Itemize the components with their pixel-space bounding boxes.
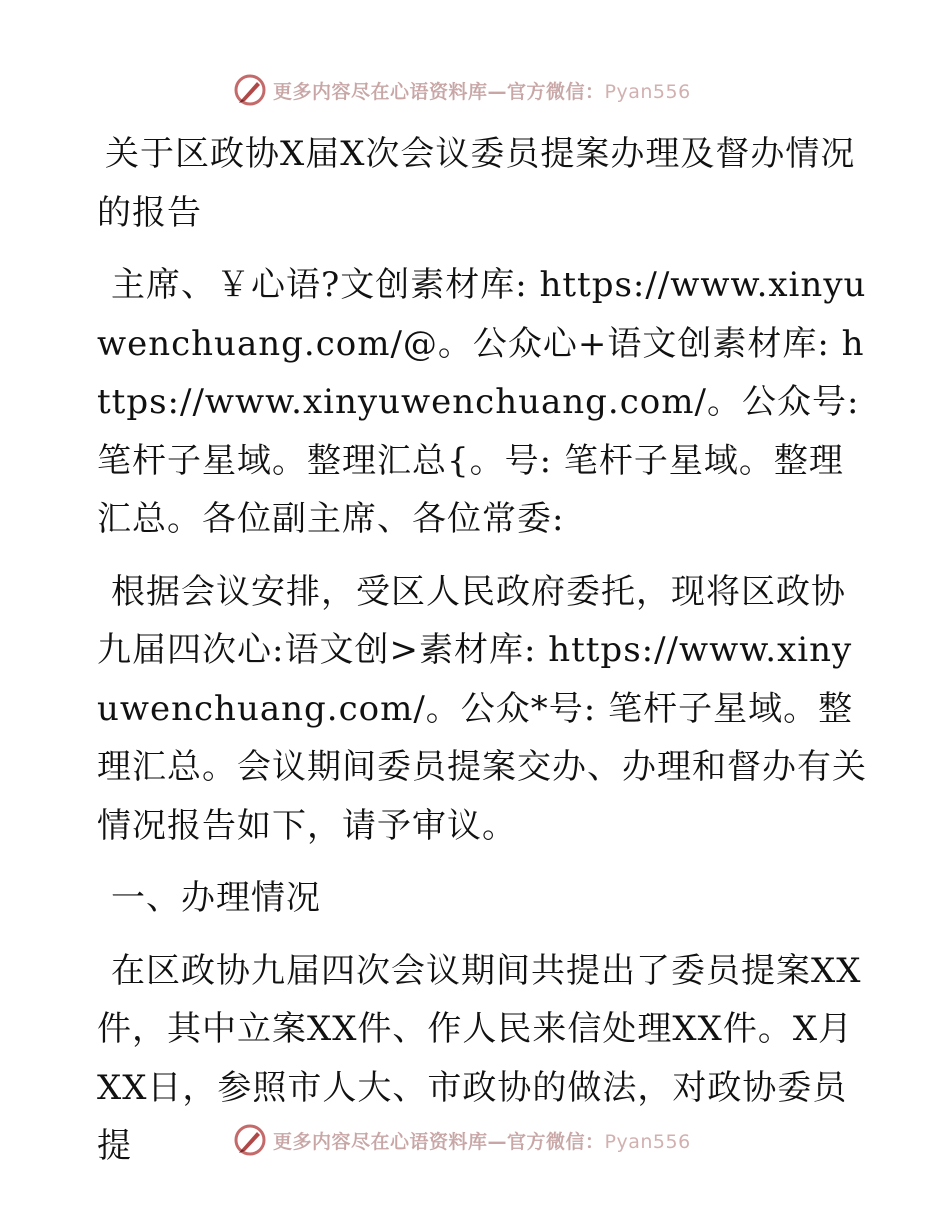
watermark-id: Pyan556 bbox=[604, 80, 691, 103]
document-title: 关于区政协X届X次会议委员提案办理及督办情况的报告 bbox=[97, 134, 856, 233]
watermark-text: 更多内容尽在心语资料库—官方微信：Pyan556 bbox=[273, 1130, 691, 1153]
pen-logo-icon bbox=[233, 73, 267, 107]
watermark-id: Pyan556 bbox=[604, 1130, 691, 1153]
document-body bbox=[97, 125, 867, 1176]
section-heading: 一、办理情况 bbox=[111, 878, 321, 918]
intro-paragraph: 根据会议安排，受区人民政府委托，现将区政协九届四次心:语文创>素材库: https://www.xinyuwenchuang.com/。公众*号: 笔杆子星域。整理汇总。会议期间委员提案交办、办理和督办有关情况报告如下，请予审议。 bbox=[97, 571, 867, 846]
watermark-footer bbox=[233, 1122, 753, 1158]
pen-logo-icon bbox=[233, 1123, 267, 1157]
watermark-header bbox=[233, 72, 753, 108]
watermark-text: 更多内容尽在心语资料库—官方微信：Pyan556 bbox=[273, 80, 691, 103]
salutation-paragraph: 主席、￥心语?文创素材库: https://www.xinyuwenchuang.com/@。公众心+语文创素材库: https://www.xinyuwenchuang.com/。公众号: 笔杆子星域。整理汇总{。号: 笔杆子星域。整理汇总。各位副主席、各位常委: bbox=[97, 265, 867, 539]
body-paragraph: 在区政协九届四次会议期间共提出了委员提案XX件，其中立案XX件、作人民来信处理XX件。X月XX日，参照市人大、市政协的做法，对政协委员提 bbox=[97, 950, 862, 1166]
